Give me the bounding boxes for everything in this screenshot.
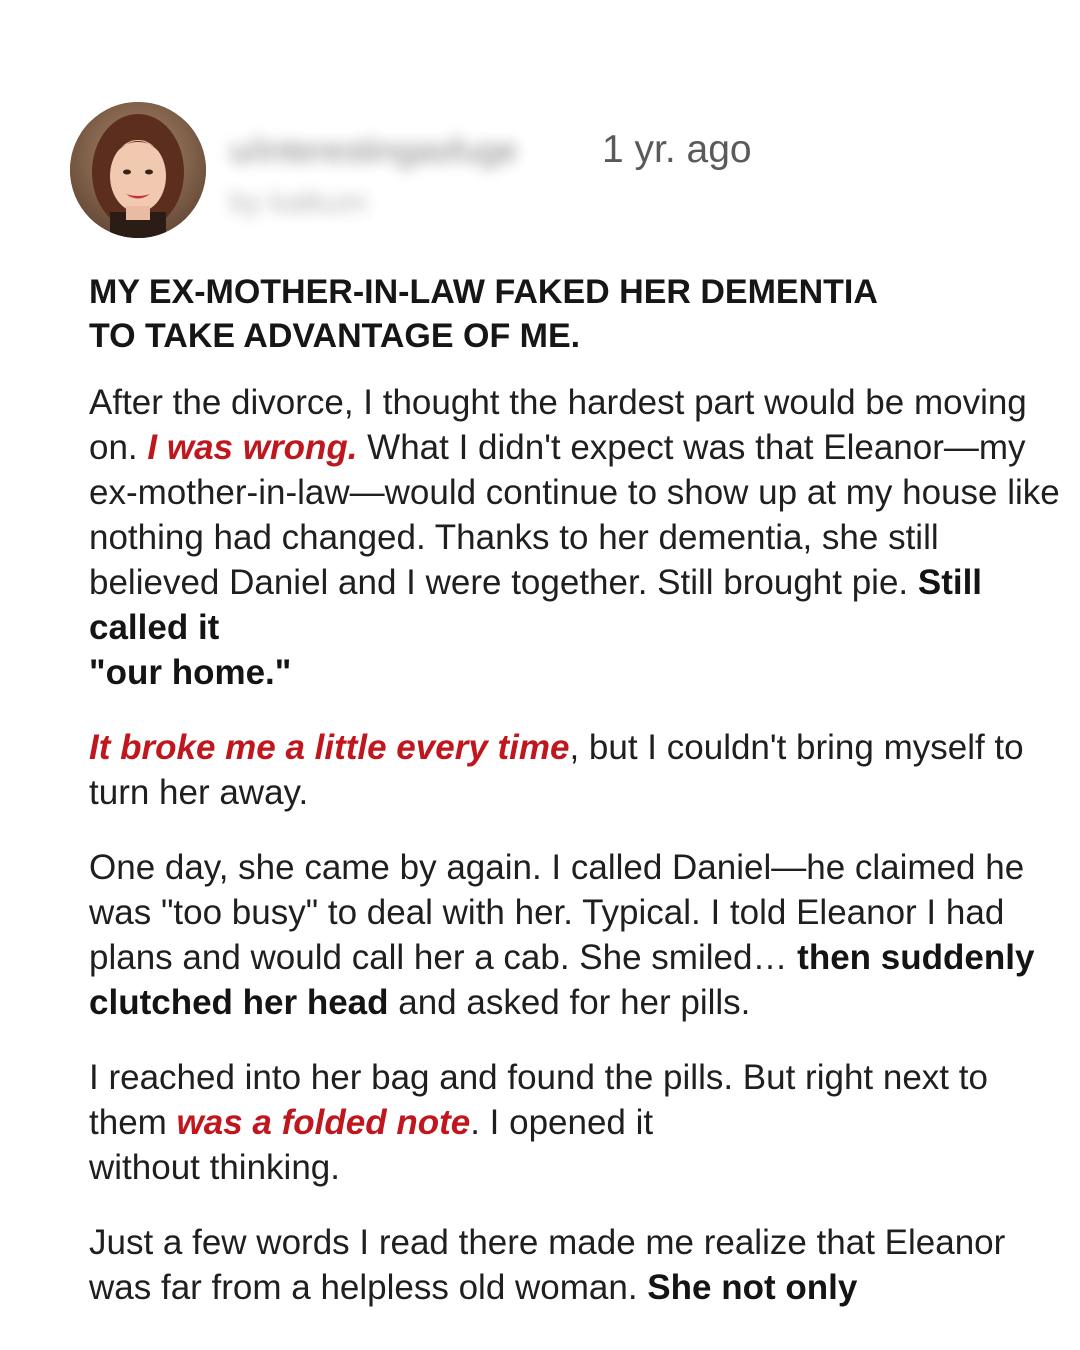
paragraph-5-bold: She not only [647,1268,858,1307]
paragraph-1-text-c: What I didn't expect was that Eleanor—my ex-mother-in-law—would continue to show up at my house like nothing had changed. Thanks to her dementia, she still believed Daniel and I were together. Still brought pie. [89,428,1060,602]
paragraph-4 [89,1055,1064,1190]
paragraph-1-bold-quote: "our home." [89,653,292,692]
paragraph-5 [89,1220,1064,1310]
username[interactable]: u/interestingasfuge [230,132,518,170]
paragraph-1-bold: Still called it [89,563,983,647]
paragraph-1 [89,380,1064,695]
paragraph-3-bold: then suddenly clutched her head [89,938,1035,1022]
byline: by katkum [230,186,367,219]
post-body [89,270,1064,1340]
paragraph-1-highlight: I was wrong. [147,428,358,467]
post-title-line-2: TO TAKE ADVANTAGE OF ME. [89,317,581,355]
paragraph-1-text-a: After the divorce, I thought the hardest part would be moving on. [89,383,1027,467]
paragraph-4-text-a: I reached into her bag and found the pills. But right next to them [89,1058,988,1142]
post-timestamp: 1 yr. ago [602,128,752,171]
paragraph-4-highlight: was a folded note [176,1103,471,1142]
post-title-line-1: MY EX-MOTHER-IN-LAW FAKED HER DEMENTIA [89,273,878,311]
paragraph-3 [89,845,1064,1025]
paragraph-3-text-a: One day, she came by again. I called Daniel—he claimed he was "too busy" to deal with her. Typical. I told Eleanor I had plans and would call her a cab. She smiled… [89,848,1025,977]
paragraph-5-text-a: Just a few words I read there made me realize that Eleanor was far from a helpless old woman. [89,1223,1006,1307]
avatar-photo [70,102,206,238]
post-title [89,270,989,358]
paragraph-3-text-c: and asked for her pills. [388,983,751,1022]
post-header [70,102,830,242]
avatar[interactable] [70,102,206,238]
paragraph-4-text-c: . I opened it [470,1103,654,1142]
paragraph-2-text-b: , but I couldn't bring myself to turn her away. [89,728,1024,812]
paragraph-4-text-d: without thinking. [89,1148,340,1187]
paragraph-2-highlight: It broke me a little every time [89,728,570,767]
paragraph-2 [89,725,1064,815]
